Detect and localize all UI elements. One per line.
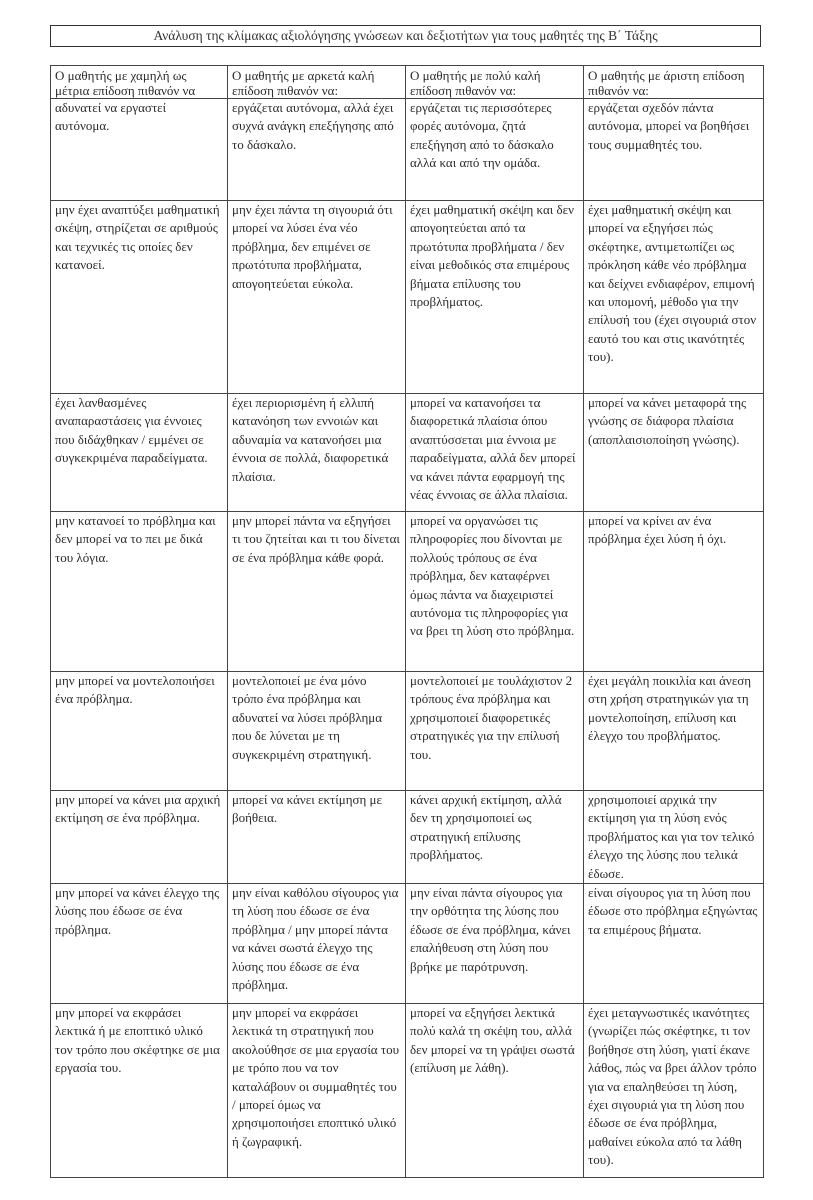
table-cell: μην είναι καθόλου σίγουρος για τη λύση που έδωσε σε ένα πρόβλημα / μην μπορεί πάντα να κάνει σωστά έλεγχο της λύσης που έδωσε σε ένα πρόβλημα. [228, 884, 406, 1004]
header-good-performance: Ο μαθητής με αρκετά καλή επίδοση πιθανόν να: [228, 66, 406, 99]
table-row [51, 672, 764, 791]
table-cell: έχει μαθηματική σκέψη και δεν απογοητεύεται από τα πρωτότυπα προβλήματα / δεν είναι μεθοδικός στα επιμέρους βήματα επίλυσης του προβλήματος. [406, 201, 584, 394]
table-cell: μην μπορεί πάντα να εξηγήσει τι του ζητείται και τι του δίνεται σε ένα πρόβλημα κάθε φορά. [228, 512, 406, 672]
table-cell: εργάζεται αυτόνομα, αλλά έχει συχνά ανάγκη επεξήγησης από το δάσκαλο. [228, 99, 406, 201]
table-cell: μοντελοποιεί με τουλάχιστον 2 τρόπους ένα πρόβλημα και χρησιμοποιεί διαφορετικές στρατηγικές για την επίλυσή του. [406, 672, 584, 791]
table-cell: μπορεί να κάνει εκτίμηση με βοήθεια. [228, 791, 406, 884]
table-row [51, 791, 764, 884]
table-cell: μην είναι πάντα σίγουρος για την ορθότητα της λύσης που έδωσε σε ένα πρόβλημα, κάνει επαλήθευση στη λύση που βρήκε με παρότρυνση. [406, 884, 584, 1004]
table-row [51, 201, 764, 394]
table-row [51, 1004, 764, 1178]
table-cell: εργάζεται τις περισσότερες φορές αυτόνομα, ζητά επεξήγηση από το δάσκαλο αλλά και από την ομάδα. [406, 99, 584, 201]
assessment-scale-table [50, 65, 764, 1178]
table-cell: μην μπορεί να εκφράσει λεκτικά ή με εποπτικό υλικό τον τρόπο που σκέφτηκε σε μια εργασία του. [51, 1004, 228, 1178]
table-cell: μπορεί να κατανοήσει τα διαφορετικά πλαίσια όπου αναπτύσσεται μια έννοια με παραδείγματα, αλλά δεν μπορεί να κάνει πάντα εφαρμογή της νέας έννοιας σε άλλα πλαίσια. [406, 394, 584, 512]
table-cell: μπορεί να οργανώσει τις πληροφορίες που δίνονται με πολλούς τρόπους σε ένα πρόβλημα, δεν καταφέρνει όμως πάντα να διαχειριστεί αυτόνομα τις πληροφορίες για να βρει τη λύση στο πρόβλημα. [406, 512, 584, 672]
table-cell: μην έχει πάντα τη σιγουριά ότι μπορεί να λύσει ένα νέο πρόβλημα, δεν επιμένει σε πρωτότυπα προβλήματα, απογοητεύεται εύκολα. [228, 201, 406, 394]
table-cell: μην μπορεί να εκφράσει λεκτικά τη στρατηγική που ακολούθησε σε μια εργασία του με τρόπο που να τον καταλάβουν οι συμμαθητές του / μπορεί όμως να χρησιμοποιήσει εποπτικό υλικό ή ζωγραφική. [228, 1004, 406, 1178]
table-cell: μην κατανοεί το πρόβλημα και δεν μπορεί να το πει με δικά του λόγια. [51, 512, 228, 672]
table-cell: κάνει αρχική εκτίμηση, αλλά δεν τη χρησιμοποιεί ως στρατηγική επίλυσης προβλήματος. [406, 791, 584, 884]
table-row [51, 99, 764, 201]
table-row [51, 512, 764, 672]
table-cell: έχει μεταγνωστικές ικανότητες (γνωρίζει πώς σκέφτηκε, τι τον βοήθησε στη λύση, γιατί έκανε λάθος, πώς να βρει άλλον τρόπο για να επαληθεύσει τη λύση, έχει σιγουριά για τη λύση που έδωσε σε ένα πρόβλημα, μαθαίνει εύκολα από τα λάθη του). [584, 1004, 764, 1178]
table-cell: εργάζεται σχεδόν πάντα αυτόνομα, μπορεί να βοηθήσει τους συμμαθητές του. [584, 99, 764, 201]
table-cell: έχει περιορισμένη ή ελλιπή κατανόηση των εννοιών και αδυναμία να κατανοήσει μια έννοια σε πολλά, διαφορετικά πλαίσια. [228, 394, 406, 512]
table-cell: έχει λανθασμένες αναπαραστάσεις για έννοιες που διδάχθηκαν / εμμένει σε συγκεκριμένα παραδείγματα. [51, 394, 228, 512]
table-cell: αδυνατεί να εργαστεί αυτόνομα. [51, 99, 228, 201]
header-low-performance: Ο μαθητής με χαμηλή ως μέτρια επίδοση πιθανόν να [51, 66, 228, 99]
table-cell: μοντελοποιεί με ένα μόνο τρόπο ένα πρόβλημα και αδυνατεί να λύσει πρόβλημα που δε λύνεται με τη συγκεκριμένη στρατηγική. [228, 672, 406, 791]
table-cell: μπορεί να κρίνει αν ένα πρόβλημα έχει λύση ή όχι. [584, 512, 764, 672]
table-cell: έχει μεγάλη ποικιλία και άνεση στη χρήση στρατηγικών για τη μοντελοποίηση, επίλυση και έλεγχο του προβλήματος. [584, 672, 764, 791]
header-excellent-performance: Ο μαθητής με άριστη επίδοση πιθανόν να: [584, 66, 764, 99]
table-header-row [51, 66, 764, 99]
table-cell: μην έχει αναπτύξει μαθηματική σκέψη, στηρίζεται σε αριθμούς και τεχνικές τις οποίες δεν κατανοεί. [51, 201, 228, 394]
table-cell: μπορεί να κάνει μεταφορά της γνώσης σε διάφορα πλαίσια (αποπλαισιοποίηση γνώσης). [584, 394, 764, 512]
table-cell: μην μπορεί να κάνει μια αρχική εκτίμηση σε ένα πρόβλημα. [51, 791, 228, 884]
table-cell: χρησιμοποιεί αρχικά την εκτίμηση για τη λύση ενός προβλήματος και για τον τελικό έλεγχο της λύσης που τελικά έδωσε. [584, 791, 764, 884]
table-cell: είναι σίγουρος για τη λύση που έδωσε στο πρόβλημα εξηγώντας τα επιμέρους βήματα. [584, 884, 764, 1004]
table-cell: μην μπορεί να κάνει έλεγχο της λύσης που έδωσε σε ένα πρόβλημα. [51, 884, 228, 1004]
table-cell: μην μπορεί να μοντελοποιήσει ένα πρόβλημα. [51, 672, 228, 791]
table-cell: μπορεί να εξηγήσει λεκτικά πολύ καλά τη σκέψη του, αλλά δεν μπορεί να τη γράψει σωστά (επίλυση με λάθη). [406, 1004, 584, 1178]
table-row [51, 884, 764, 1004]
header-very-good-performance: Ο μαθητής με πολύ καλή επίδοση πιθανόν να: [406, 66, 584, 99]
table-row [51, 394, 764, 512]
table-cell: έχει μαθηματική σκέψη και μπορεί να εξηγήσει πώς σκέφτηκε, αντιμετωπίζει ως πρόκληση κάθε νέο πρόβλημα και δείχνει ενδιαφέρον, επιμονή και υπομονή, μέθοδο για την επίλυσή του (έχει σιγουριά στον εαυτό του και στις ικανότητές του). [584, 201, 764, 394]
table-title: Ανάλυση της κλίμακας αξιολόγησης γνώσεων και δεξιοτήτων για τους μαθητές της Β΄ Τάξης [50, 25, 761, 47]
